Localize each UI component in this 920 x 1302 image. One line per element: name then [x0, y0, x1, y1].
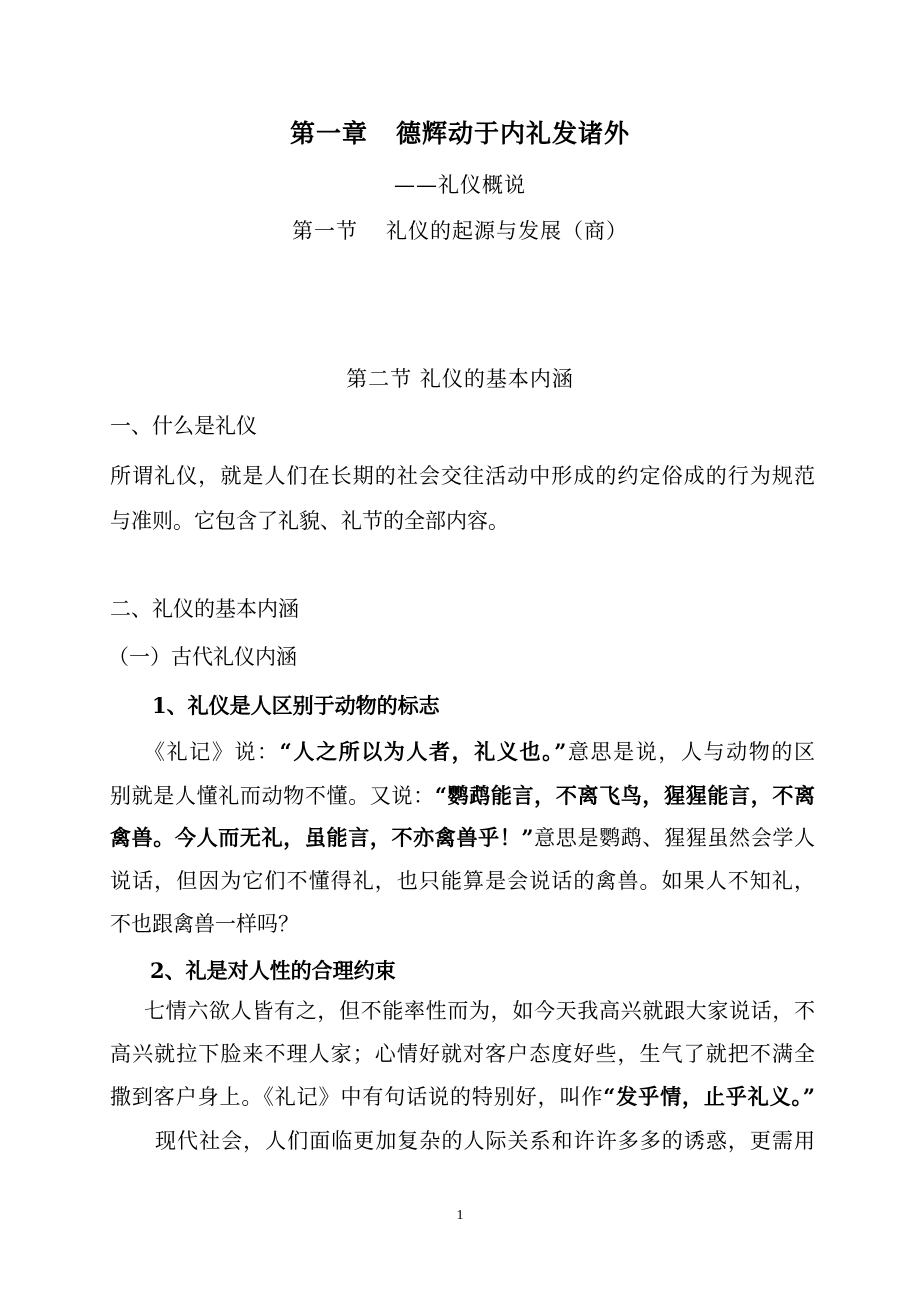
- part1-heading: 一、什么是礼仪: [110, 414, 257, 438]
- section1-title: 礼仪的起源与发展（商）: [386, 219, 628, 243]
- p1-l1-a: 《礼记》说：: [144, 740, 280, 764]
- paragraph1-line-2: [110, 781, 815, 811]
- chapter-title: [0, 119, 920, 149]
- p1-l3-b: 意思是鹦鹉、猩猩虽然会学人: [533, 826, 815, 850]
- sub1-heading: （一）古代礼仪内涵: [108, 645, 297, 669]
- paragraph1-line-3: [110, 823, 815, 853]
- paragraph2-line-2: 高兴就拉下脸来不理人家；心情好就对客户态度好些，生气了就把不满全: [110, 1042, 815, 1066]
- paragraph1-line-4: 说话，但因为它们不懂得礼，也只能算是会说话的禽兽。如果人不知礼，: [110, 869, 815, 893]
- point1-heading: 1、礼仪是人区别于动物的标志: [152, 693, 440, 718]
- paragraph1-line-5: 不也跟禽兽一样吗？: [110, 912, 299, 936]
- paragraph2-line-1: 七情六欲人皆有之，但不能率性而为，如今天我高兴就跟大家说话，不: [144, 999, 815, 1023]
- p1-l1-c: 意思是说，人与动物的区: [566, 740, 816, 764]
- chapter-title-number: 第一章: [289, 119, 368, 148]
- paragraph2-line-3: [110, 1082, 815, 1112]
- paragraph1-line-1: [144, 737, 815, 767]
- chapter-subtitle: ——礼仪概说: [394, 173, 526, 197]
- paragraph3-line-1: 现代社会，人们面临更加复杂的人际关系和许许多多的诱惑，更需用: [155, 1129, 815, 1153]
- section2-heading: 第二节 礼仪的基本内涵: [346, 367, 574, 391]
- p1-l3-quote: 禽兽。今人而无礼，虽能言，不亦禽兽乎！”: [110, 825, 534, 850]
- definition-line-1: 所谓礼仪，就是人们在长期的社会交往活动中形成的约定俗成的行为规范: [110, 464, 815, 488]
- page-number: 1: [456, 1208, 464, 1223]
- part2-heading: 二、礼仪的基本内涵: [110, 597, 299, 621]
- p1-l2-a: 别就是人懂礼而动物不懂。又说：: [110, 784, 435, 808]
- p2-l3-quote: “发乎情，止乎礼义。”: [603, 1084, 815, 1109]
- point2-heading: 2、礼是对人性的合理约束: [150, 958, 396, 983]
- chapter-title-text: 德辉动于内礼发诸外: [396, 119, 631, 148]
- definition-line-2: 与准则。它包含了礼貌、礼节的全部内容。: [110, 509, 509, 533]
- section1-number: 第一节: [292, 219, 358, 243]
- p1-l2-quote: “鹦鹉能言，不离飞鸟，猩猩能言，不离: [434, 783, 816, 808]
- section1-heading: [0, 216, 920, 246]
- p1-l1-quote: “人之所以为人者，礼义也。”: [279, 739, 567, 764]
- p2-l3-a: 撒到客户身上。《礼记》中有句话说的特别好，叫作: [110, 1085, 604, 1109]
